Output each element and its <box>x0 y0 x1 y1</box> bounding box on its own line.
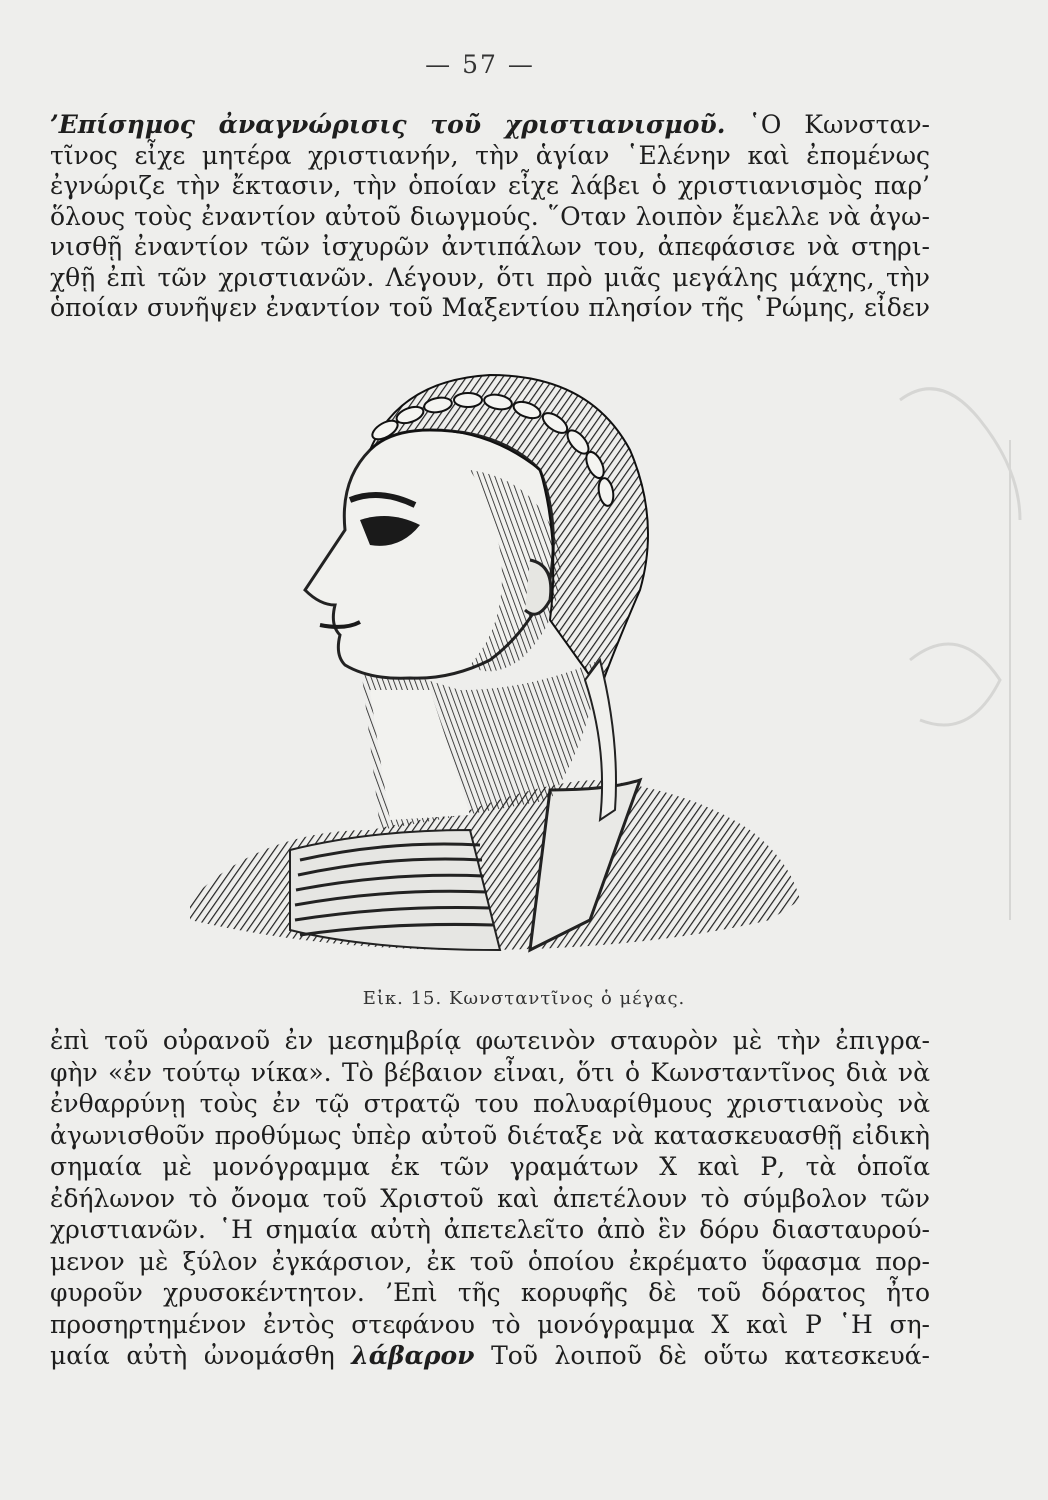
page-number: — 57 — <box>425 50 535 79</box>
bleed-through-decoration <box>880 360 1030 940</box>
bottom-paragraph <box>50 1025 930 1372</box>
paragraph-line: φυροῦν χρυσοκέντητον. ’Επὶ τῆς κορυφῆς δὲ τοῦ δόρατος ἦτο <box>50 1278 930 1307</box>
emphasized-term: λάβαρον <box>351 1341 475 1370</box>
paragraph-line <box>50 110 930 141</box>
paragraph-line: ἀγωνισθοῦν προθύμως ὑπὲρ αὐτοῦ διέταξε νὰ κατασκευασθῇ εἰδικὴ <box>50 1120 930 1150</box>
paragraph-line: ἐπὶ τοῦ οὐρανοῦ ἐν μεσημβρίᾳ φωτεινὸν σταυρὸν μὲ τὴν ἐπιγρα- <box>50 1026 930 1055</box>
paragraph-line: μενον μὲ ξύλον ἐγκάρσιον, ἐκ τοῦ ὁποίου ἐκρέματο ὕφασμα πορ- <box>50 1246 930 1276</box>
paragraph-line: ἐγνώριζε τὴν ἔκτασιν, τὴν ὁποίαν εἶχε λάβει ὁ χριστιανισμὸς παρ’ <box>50 171 930 200</box>
figure-caption: Εἰκ. 15. Κωνσταντῖνος ὁ μέγας. <box>362 988 686 1009</box>
section-heading: ’Επίσημος ἀναγνώρισις τοῦ χριστιανισμοῦ. <box>50 110 726 139</box>
portrait-bust-illustration <box>170 360 810 960</box>
paragraph-line: φὴν «ἐν τούτῳ νίκα». Τὸ βέβαιον εἶναι, ὅτι ὁ Κωνσταντῖνος διὰ νὰ <box>50 1057 930 1087</box>
paragraph-line: ἐνθαρρύνῃ τοὺς ἐν τῷ στρατῷ του πολυαρίθμους χριστιανοὺς νὰ <box>50 1089 930 1118</box>
last-line-start: μαία αὐτὴ ὠνομάσθη <box>50 1341 335 1370</box>
last-line-end: Τοῦ λοιποῦ δὲ οὕτω κατεσκευά- <box>491 1341 930 1370</box>
paragraph-line: σημαία μὲ μονόγραμμα ἐκ τῶν γραμάτων Χ καὶ Ρ, τὰ ὁποῖα <box>50 1152 930 1181</box>
paragraph-line-text: ῾Ο Κωνσταν- <box>748 110 930 139</box>
paragraph-line: προσηρτημένον ἐντὸς στεφάνου τὸ μονόγραμμα Χ καὶ Ρ ῾Η ση- <box>50 1309 930 1339</box>
paragraph-line: ὁποίαν συνῆψεν ἐναντίον τοῦ Μαξεντίου πλησίον τῆς ῾Ρώμης, εἶδεν <box>50 293 930 322</box>
paragraph-line: νισθῇ ἐναντίον τῶν ἰσχυρῶν ἀντιπάλων του, ἀπεφάσισε νὰ στηρι- <box>50 232 930 261</box>
paragraph-line: χριστιανῶν. ῾Η σημαία αὐτὴ ἀπετελεῖτο ἀπὸ ἓν δόρυ διασταυρού- <box>50 1215 930 1244</box>
paragraph-line: ὅλους τοὺς ἐναντίον αὐτοῦ διωγμούς. ῞Οταν λοιπὸν ἔμελλε νὰ ἀγω- <box>50 201 930 231</box>
paragraph-line: ἐδήλωνον τὸ ὄνομα τοῦ Χριστοῦ καὶ ἀπετέλουν τὸ σύμβολον τῶν <box>50 1183 930 1213</box>
paragraph-line: χθῇ ἐπὶ τῶν χριστιανῶν. Λέγουν, ὅτι πρὸ μιᾶς μεγάλης μάχης, τὴν <box>50 262 930 292</box>
paragraph-line-last <box>50 1340 930 1372</box>
paragraph-line: τῖνος εἶχε μητέρα χριστιανήν, τὴν ἁγίαν ῾Ελένην καὶ ἐπομένως <box>50 140 930 170</box>
top-paragraph <box>50 110 930 324</box>
